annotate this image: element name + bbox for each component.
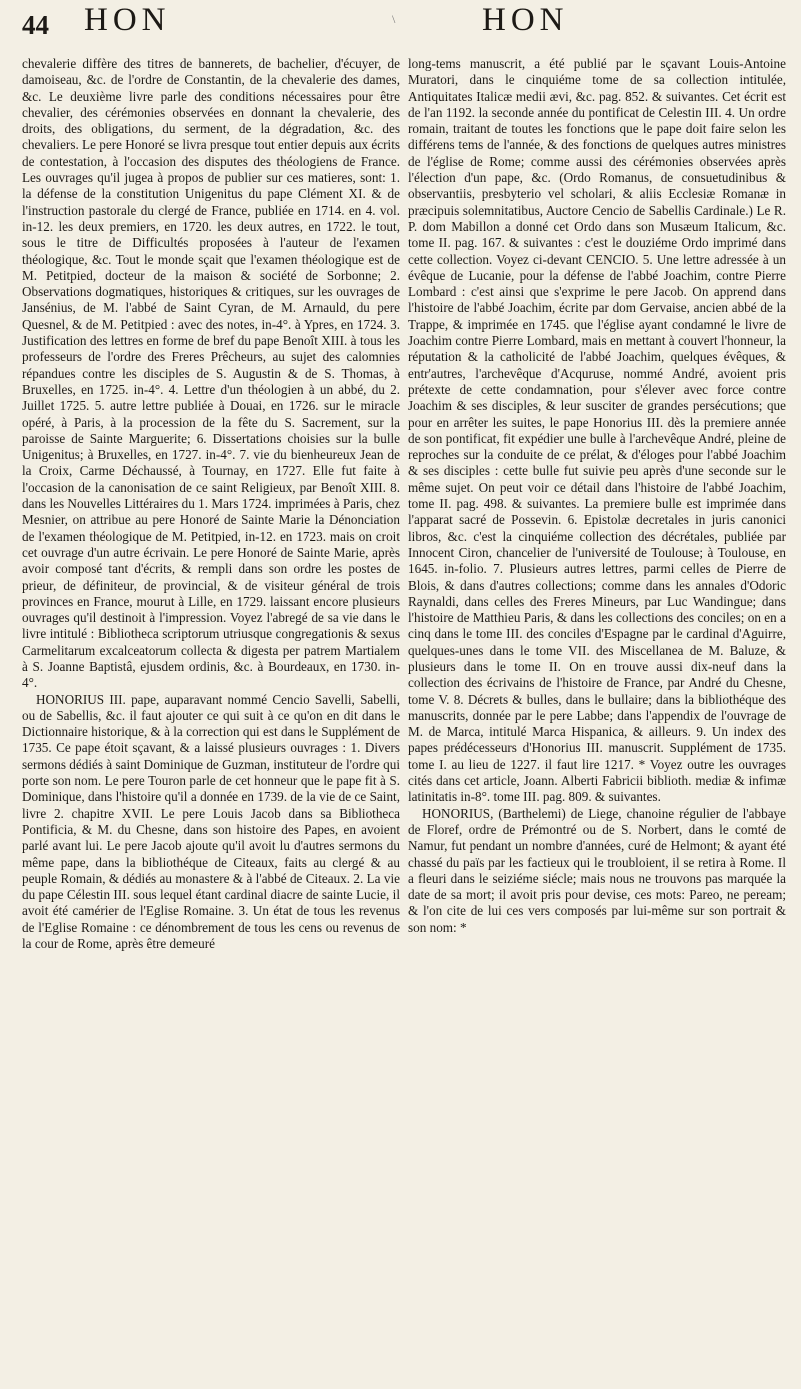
page-number: 44 bbox=[22, 10, 49, 40]
paragraph: chevalerie diffère des titres de bannerets, de bachelier, d'écuyer, de damoiseau, &c. de l'ordre de Constantin, de la chevalerie des dames, &c. Le deuxième livre parle des conditions nécessaires pour être chevalier, des cérémonies observées en donnant la chevalerie, des droits, des obligations, du serment, de la dégradation, &c. des chevaliers. Le pere Honoré se livra presque tout entier depuis aux écrits de contestation, à l'occasion des disputes des théologiens de France. Les ouvrages qu'il jugea à propos de publier sur ces matieres, sont: 1. la défense de la constitution Unigenitus du pape Clément XI. & de l'instruction pastorale du clergé de France, publiée en 1714. en 4. vol. in-12. les deux premiers, en 1720. les deux autres, en 1722. le tout, sous le titre de Difficultés proposées à l'auteur de l'examen théologique, &c. Tout le monde sçait que l'examen théologique est de M. Petitpied, docteur de la maison & société de Sorbonne; 2. Observations dogmatiques, historiques & critiques, sur les ouvrages de Jansénius, de M. l'abbé de Saint Cyran, de M. Arnauld, du pere Quesnel, & de M. Petitpied : avec des notes, in-4°. à Ypres, en 1724. 3. Justification des lettres en forme de bref du pape Benoît XIII. à tous les professeurs de l'ordre des Freres Prêcheurs, au sujet des calomnies répandues contre les disciples de S. Augustin & de S. Thomas, à Bruxelles, en 1725. in-4°. 4. Lettre d'un théologien à un abbé, du 2. Juillet 1725. 5. autre lettre publiée à Douai, en 1726. sur le miracle opéré, à Paris, à la procession de la fête du S. Sacrement, sur la paroisse de Sainte Marguerite; 6. Dissertations choisies sur la bulle Unigenitus; à Bruxelles, en 1727. in-4°. 7. vie du bienheureux Jean de la Croix, Carme Déchaussé, à Tournay, en 1727. Elle fut faite à l'occasion de la canonisation de ce saint Religieux, par Benoît XIII. 8. dans les Nouvelles Littéraires du 1. Mars 1724. imprimées à Paris, chez Mesnier, on attribue au pere Honoré de Sainte Marie la Dénonciation de l'examen théologique de M. Petitpied, in-12. en 1723. mais on croit cet ouvrage d'un autre écrivain. Le pere Honoré de Sainte Marie, après avoir composé tant d'écrits, & rempli dans son ordre les postes de prieur, de définiteur, de provincial, & de visiteur général de trois provinces en France, mourut à Lille, en 1729. laissant encore plusieurs ouvrages qu'il destinoit à l'impression. Voyez l'abregé de sa vie dans le livre intitulé : Bibliotheca scriptorum utriusque congregationis & sexus Carmelitarum excalceatorum collecta & digesta per patrem Martialem à S. Joanne Baptistâ, ejusdem ordinis, &c. à Bourdeaux, en 1730. in-4°. bbox=[22, 56, 400, 691]
center-mark: \ bbox=[392, 12, 396, 26]
running-head-right: HON bbox=[482, 2, 569, 38]
left-column bbox=[22, 56, 400, 1378]
right-column bbox=[408, 56, 786, 1378]
running-head-left: HON bbox=[84, 2, 171, 38]
paragraph: HONORIUS, (Barthelemi) de Liege, chanoine régulier de l'abbaye de Floref, ordre de Prémontré ou de S. Norbert, dans le comté de Namur, fut pendant un nombre d'années, curé de Helmont; & ayant été chassé du païs par les factieux qui le troubloient, il se retira à Rome. Il a fleuri dans le seiziéme siécle; mais nous ne trouvons pas marquée la date de sa mort; il avoit pris pour devise, ces mots: Pareo, ne peream; & l'on cite de lui ces vers composés par lui-même sur son portrait & son nom: * bbox=[408, 805, 786, 935]
paragraph: long-tems manuscrit, a été publié par le sçavant Louis-Antoine Muratori, dans le cinquiéme tome de sa collection intitulée, Antiquitates Italicæ medii ævi, &c. pag. 852. & suivantes. Cet écrit est de l'an 1192. la seconde année du pontificat de Celestin III. 4. Un ordre romain, traitant de toutes les fonctions que le pape doit faire selon les différens tems de l'année, & des fonctions de quelques autres ministres de l'église de Rome; comme aussi des cérémonies observées après l'élection d'un pape, &c. (Ordo Romanus, de consuetudinibus & observantiis, presbyterio vel scholari, & aliis Ecclesiæ Romanæ in præcipuis solemnitatibus, Auctore Cencio de Sabellis Cardinale.) Le R. P. dom Mabillon a donné cet Ordo dans son Musæum Italicum, &c. tome II. pag. 167. & suivantes : c'est le douziéme Ordo imprimé dans cette collection. Voyez ci-devant CENCIO. 5. Une lettre adressée à un évêque de Lucanie, pour la défense de l'abbé Joachim, contre Pierre Lombard : c'est ainsi que s'exprime le pere Jacob. On apprend dans l'histoire de l'abbé Joachim, écrite par dom Gervaise, ancien abbé de la Trappe, & imprimée en 1745. que l'église ayant condamné le livre de Joachim contre Pierre Lombard, mais en mettant à couvert l'honneur, la réputation & la catholicité de l'abbé Joachim, quelques évêques, & entr'autres, l'archevêque d'Acquruse, nommé André, avoient pris prétexte de cette condamnation, pour s'élever avec force contre Joachim & ses disciples, & leur susciter de grandes persécutions; que pour en arrêter les suites, le pape Honorius III. dès la premiere année de son pontificat, fit expédier une bulle à l'archevêque André, pleine de reproches sur la conduite de ce prélat, & d'éloges pour l'abbé Joachim & ses disciples : cette bulle fut suivie peu après d'une seconde sur le même sujet. On peut voir ce détail dans l'histoire de l'abbé Joachim, tome II. pag. 498. & suivantes. La premiere bulle est imprimée dans l'apparat sacré de Possevin. 6. Epistolæ decretales in juris canonici libros, &c. c'est la cinquiéme collection des décrétales, publiée par Innocent Ciron, chancelier de l'université de Toulouse; à Toulouse, en 1645. in-folio. 7. Plusieurs autres lettres, parmi celles de Pierre de Blois, & dans d'autres collections; comme dans les annales d'Odoric Raynaldi, dans celles des Freres Mineurs, par Luc Wandingue; dans l'histoire de Matthieu Paris, & dans les collections des conciles; on en a cinq dans le tome III. des conciles d'Espagne par le cardinal d'Aguirre, quelques-unes dans le tome VII. des Miscellanea de M. Baluze, & plusieurs dans le tome II. On en trouve aussi dix-neuf dans la collection des écrivains de l'histoire de France, par André du Chesne, tome V. 8. Décrets & bulles, dans le bullaire; dans la bibliothéque des manuscrits, donnée par le pere Labbe; dans l'appendix de l'ouvrage de M. de Marca, intitulé Marca Hispanica, & ailleurs. 9. Un index des papes prédécesseurs d'Honorius III. manuscrit. Supplément de 1735. tome I. au lieu de 1227. il faut lire 1217. * Voyez outre les ouvrages cités dans cet article, Joann. Alberti Fabricii biblioth. mediæ & infimæ latinitatis in-8°. tome III. pag. 809. & suivantes. bbox=[408, 56, 786, 805]
paragraph: HONORIUS III. pape, auparavant nommé Cencio Savelli, Sabelli, ou de Sabellis, &c. il faut ajouter ce qui suit à ce qu'on en dit dans le Dictionnaire historique, & à la correction qui est dans le Supplément de 1735. Ce pape étoit sçavant, & a laissé plusieurs ouvrages : 1. Divers sermons dédiés à saint Dominique de Guzman, instituteur de l'ordre qui porte son nom. Le pere Touron parle de cet honneur que le pape fit à S. Dominique, dans l'histoire qu'il a donnée en 1739. de la vie de ce Saint, livre 2. chapitre XVII. Le pere Louis Jacob dans sa Bibliotheca Pontificia, & M. du Chesne, dans son histoire des Papes, en avoient parlé avant lui. Le pere Jacob ajoute qu'il avoit lu d'autres sermons du même pape, dans la bibliothéque de Citeaux, faits au clergé & au peuple Romain, & dédiés au monastere & à l'abbé de Citeaux. 2. La vie du pape Célestin III. sous lequel étant cardinal diacre de sainte Lucie, il avoit été camérier de l'Eglise Romaine. 3. Un état de tous les revenus de l'Eglise Romaine : ce dénombrement de tous les cens ou revenus de la cour de Rome, après être demeuré bbox=[22, 691, 400, 952]
